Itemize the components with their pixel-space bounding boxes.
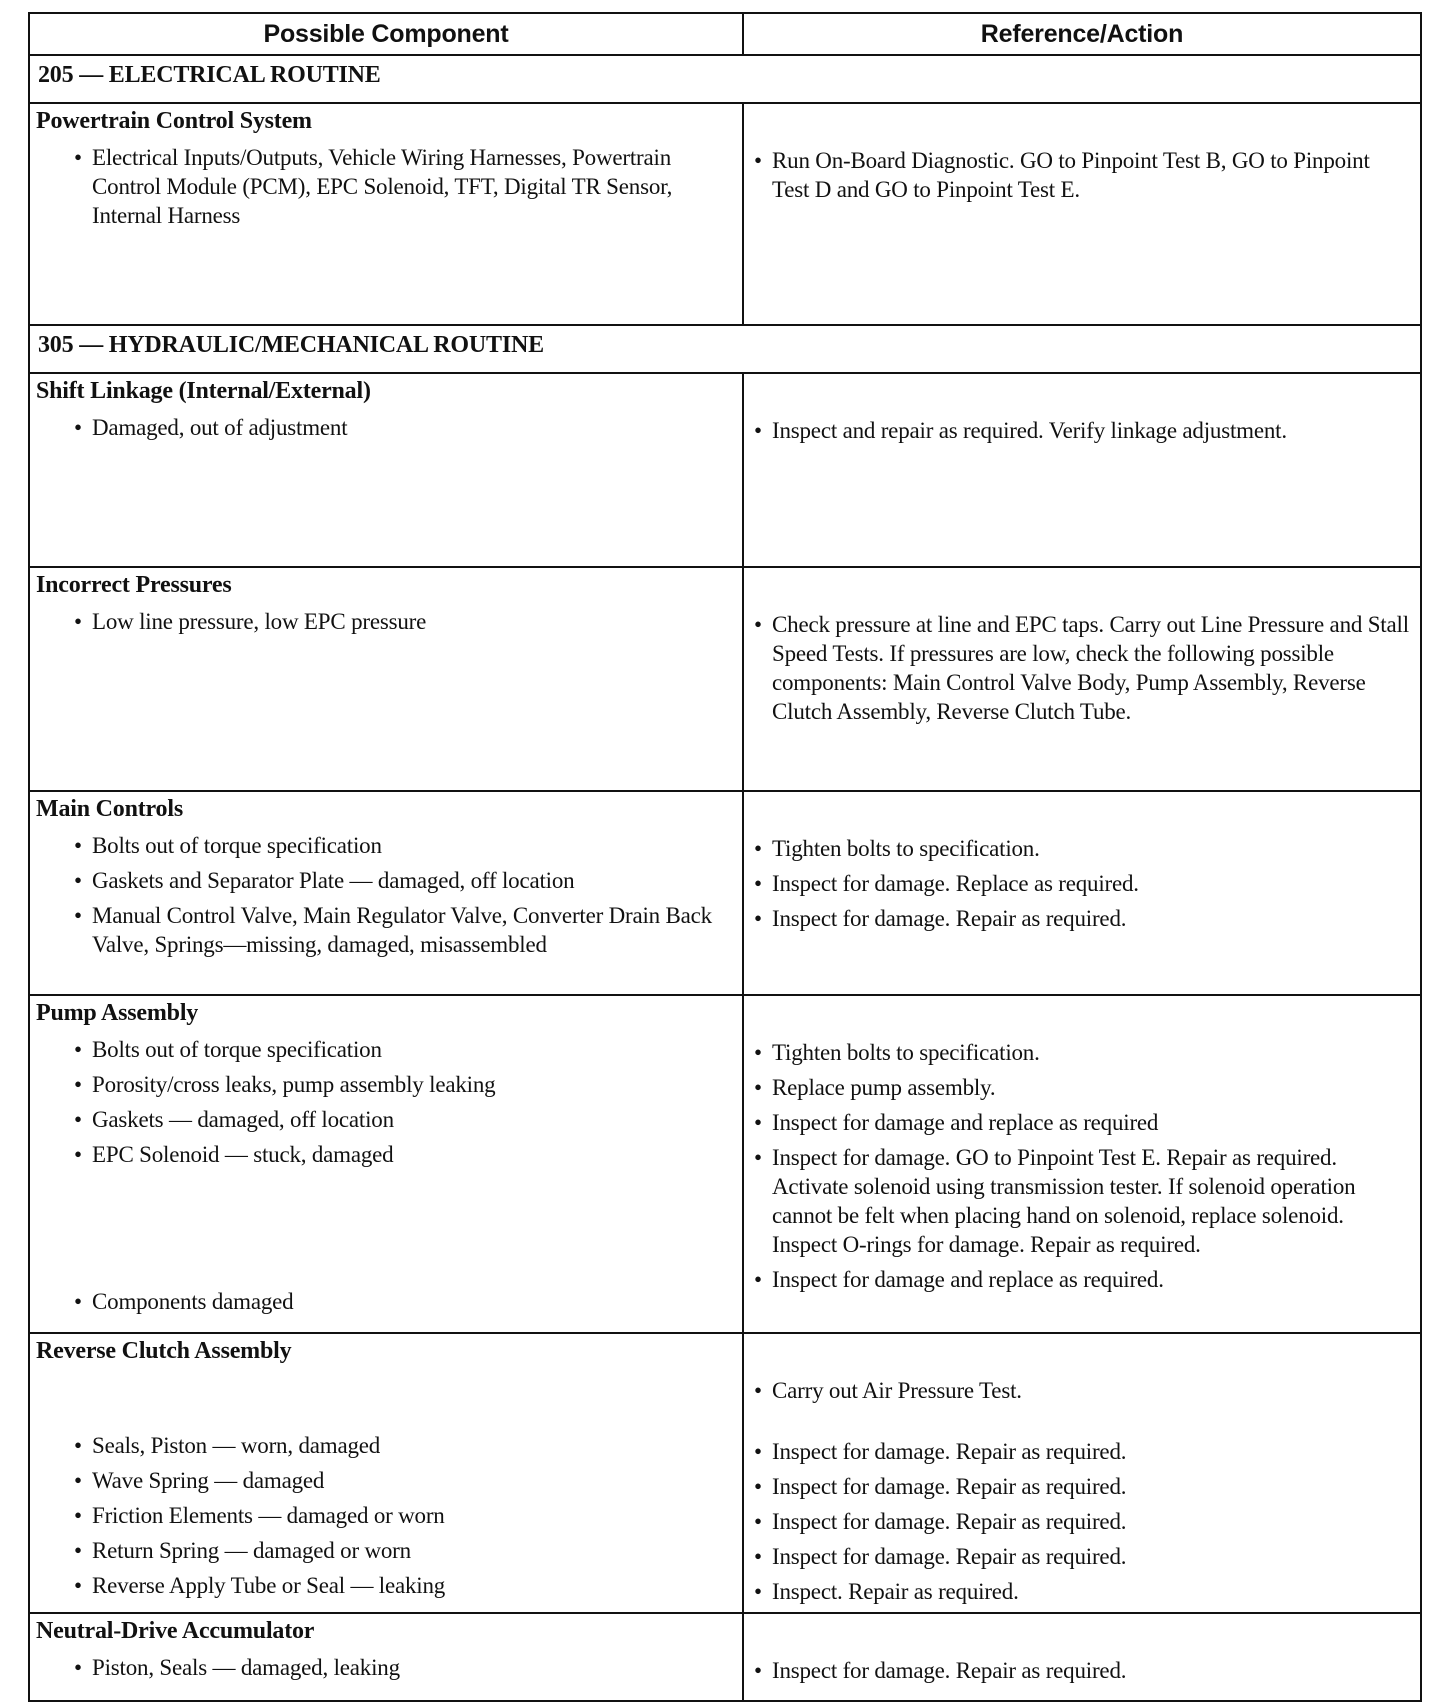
component-name: Pump Assembly: [36, 1000, 199, 1026]
component-item: • Electrical Inputs/Outputs, Vehicle Wiring Harnesses, Powertrain Control Module (PCM), EPC Solenoid, TFT, Digital TR Sensor, Internal Harness: [30, 143, 742, 230]
component-cell: [29, 995, 743, 1333]
action-item: • Run On-Board Diagnostic. GO to Pinpoint Test B, GO to Pinpoint Test D and GO to Pinpoint Test E.: [744, 146, 1420, 204]
component-name: Powertrain Control System: [36, 108, 312, 134]
action-item: • Inspect for damage. Repair as required.: [744, 1656, 1420, 1685]
component-item: • Bolts out of torque specification: [30, 1035, 742, 1064]
group-row-shift-linkage: [29, 373, 1421, 567]
action-cell: [743, 373, 1421, 567]
action-item: • Inspect for damage. Repair as required.: [744, 1542, 1420, 1571]
header-row: [29, 13, 1421, 55]
action-item: • Inspect for damage. Replace as required.: [744, 869, 1420, 898]
header-possible-component: Possible Component: [29, 13, 743, 55]
group-row-neutral-drive-accumulator: [29, 1613, 1421, 1701]
section-row-electrical: [29, 55, 1421, 103]
component-item: • Manual Control Valve, Main Regulator Valve, Converter Drain Back Valve, Springs—missing, damaged, misassembled: [30, 901, 742, 959]
component-item: • Piston, Seals — damaged, leaking: [30, 1653, 742, 1682]
component-item: • Low line pressure, low EPC pressure: [30, 607, 742, 636]
component-item: • Components damaged: [30, 1287, 742, 1316]
action-item: • Inspect. Repair as required.: [744, 1577, 1420, 1606]
section-row-hydraulic: [29, 325, 1421, 373]
group-row-reverse-clutch: [29, 1333, 1421, 1613]
action-item: • Replace pump assembly.: [744, 1073, 1420, 1102]
action-item: • Inspect for damage. Repair as required.: [744, 1507, 1420, 1536]
group-row-powertrain-control: [29, 103, 1421, 325]
action-cell: [743, 103, 1421, 325]
component-item: • Damaged, out of adjustment: [30, 413, 742, 442]
component-item: • Reverse Apply Tube or Seal — leaking: [30, 1571, 742, 1600]
header-reference-action: Reference/Action: [743, 13, 1421, 55]
action-cell: [743, 567, 1421, 791]
component-name: Incorrect Pressures: [36, 572, 232, 598]
component-cell: [29, 1613, 743, 1701]
section-title: 205 — ELECTRICAL ROUTINE: [29, 55, 1421, 103]
component-item: • Seals, Piston — worn, damaged: [30, 1431, 742, 1460]
component-cell: [29, 103, 743, 325]
component-item: • Gaskets — damaged, off location: [30, 1105, 742, 1134]
action-item: • Check pressure at line and EPC taps. Carry out Line Pressure and Stall Speed Tests. If pressures are low, check the following possible components: Main Control Valve Body, Pump Assembly, Reverse Clutch Assembly, Reverse Clutch Tube.: [744, 610, 1420, 726]
spacer: [30, 1373, 742, 1431]
group-row-incorrect-pressures: [29, 567, 1421, 791]
component-item: • Friction Elements — damaged or worn: [30, 1501, 742, 1530]
action-cell: [743, 791, 1421, 995]
spacer: [30, 1175, 742, 1287]
diagnostic-table: [28, 12, 1422, 1702]
spacer: [744, 1411, 1420, 1437]
action-item: • Inspect for damage. Repair as required.: [744, 904, 1420, 933]
action-item: • Inspect for damage. GO to Pinpoint Test E. Repair as required. Activate solenoid using transmission tester. If solenoid operation cannot be felt when placing hand on solenoid, replace solenoid. Inspect O-rings for damage. Repair as required.: [744, 1143, 1420, 1259]
component-item: • EPC Solenoid — stuck, damaged: [30, 1140, 742, 1169]
section-title: 305 — HYDRAULIC/MECHANICAL ROUTINE: [29, 325, 1421, 373]
action-cell: [743, 1333, 1421, 1613]
component-name: Shift Linkage (Internal/External): [36, 378, 371, 404]
component-item: • Gaskets and Separator Plate — damaged, off location: [30, 866, 742, 895]
component-cell: [29, 373, 743, 567]
component-name: Neutral-Drive Accumulator: [36, 1618, 315, 1644]
component-item: • Wave Spring — damaged: [30, 1466, 742, 1495]
component-cell: [29, 567, 743, 791]
group-row-pump-assembly: [29, 995, 1421, 1333]
component-item: • Return Spring — damaged or worn: [30, 1536, 742, 1565]
component-item: • Porosity/cross leaks, pump assembly leaking: [30, 1070, 742, 1099]
action-item: • Tighten bolts to specification.: [744, 1038, 1420, 1067]
action-cell: [743, 995, 1421, 1333]
component-cell: [29, 791, 743, 995]
component-name: Main Controls: [36, 796, 183, 822]
component-item: • Bolts out of torque specification: [30, 831, 742, 860]
action-item: • Inspect for damage and replace as required.: [744, 1265, 1420, 1294]
action-item: • Inspect and repair as required. Verify linkage adjustment.: [744, 416, 1420, 445]
action-item: • Inspect for damage and replace as required: [744, 1108, 1420, 1137]
component-name: Reverse Clutch Assembly: [36, 1338, 292, 1364]
action-item: • Carry out Air Pressure Test.: [744, 1376, 1420, 1405]
action-item: • Tighten bolts to specification.: [744, 834, 1420, 863]
action-cell: [743, 1613, 1421, 1701]
action-item: • Inspect for damage. Repair as required.: [744, 1472, 1420, 1501]
component-cell: [29, 1333, 743, 1613]
group-row-main-controls: [29, 791, 1421, 995]
action-item: • Inspect for damage. Repair as required.: [744, 1437, 1420, 1466]
diagnostic-table-page: [28, 12, 1422, 1702]
